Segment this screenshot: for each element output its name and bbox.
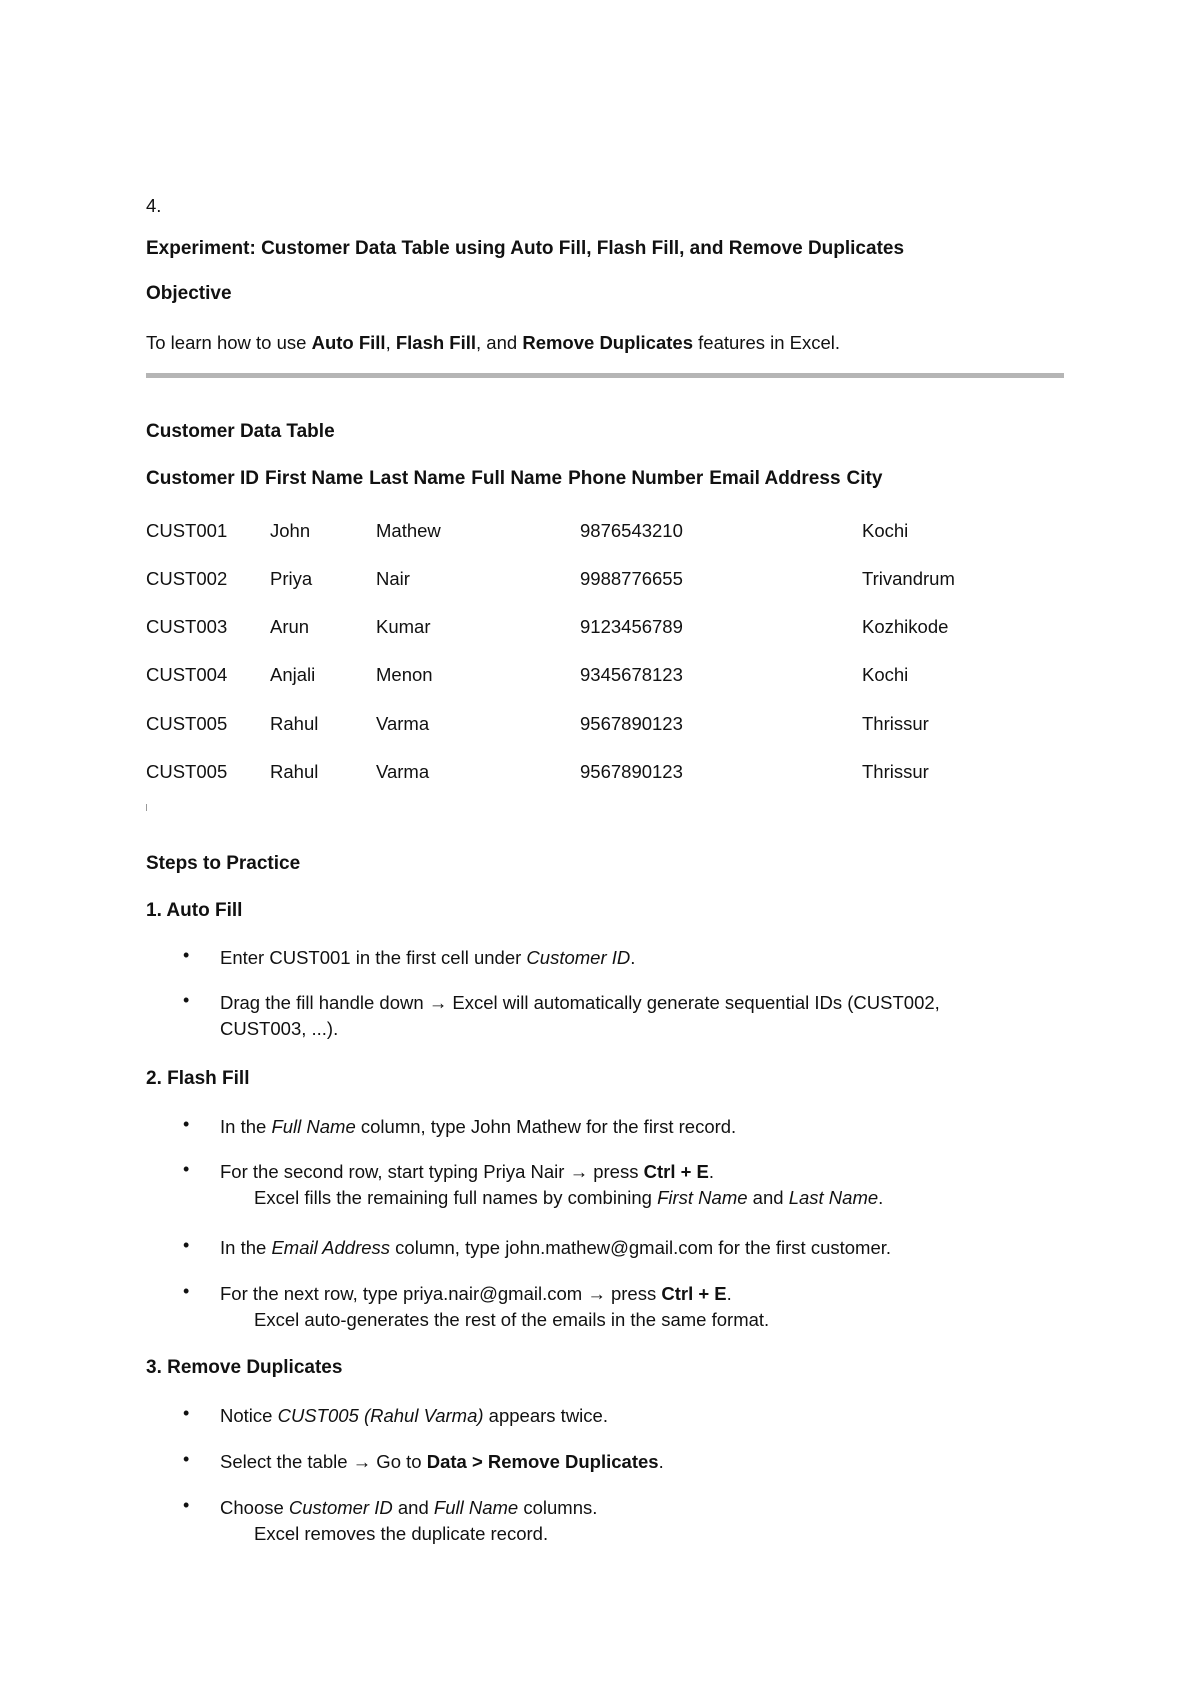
horizontal-divider [146, 373, 1064, 378]
auto-fill-step-1: Enter CUST001 in the first cell under Customer ID. [220, 947, 636, 968]
cell-city: Trivandrum [862, 568, 955, 589]
cell-last-name: Nair [376, 568, 410, 589]
header-phone-number: Phone Number [568, 468, 704, 489]
cell-customer-id: CUST003 [146, 616, 228, 637]
remove-duplicates-step-2: Select the table → Go to Data > Remove Duplicates. [220, 1451, 664, 1472]
cell-city: Kozhikode [862, 616, 949, 637]
header-last-name: Last Name [369, 468, 466, 489]
term-remove-duplicates: Remove Duplicates [522, 332, 694, 353]
objective-text: To learn how to use Auto Fill, Flash Fill, and Remove Duplicates features in Excel. [146, 332, 841, 353]
cursor-mark [146, 804, 147, 811]
table-header-row [146, 468, 882, 490]
cell-city: Thrissur [862, 761, 929, 782]
steps-heading: Steps to Practice [146, 853, 301, 874]
cell-customer-id: CUST004 [146, 664, 228, 685]
cell-first-name: Priya [270, 568, 313, 589]
header-city: City [846, 468, 883, 489]
cell-last-name: Mathew [376, 520, 441, 541]
header-customer-id: Customer ID [146, 468, 259, 489]
table-heading: Customer Data Table [146, 421, 335, 442]
bullet-icon: • [183, 1449, 190, 1469]
bullet-icon: • [183, 1159, 190, 1179]
bullet-icon: • [183, 945, 190, 965]
flash-fill-step-1: In the Full Name column, type John Mathew for the first record. [220, 1116, 737, 1137]
cell-customer-id: CUST001 [146, 520, 228, 541]
bullet-icon: • [183, 1495, 190, 1515]
remove-duplicates-step-1: Notice CUST005 (Rahul Varma) appears twice. [220, 1405, 608, 1426]
bullet-icon: • [183, 1281, 190, 1301]
auto-fill-heading: 1. Auto Fill [146, 900, 243, 921]
cell-first-name: Anjali [270, 664, 316, 685]
cell-phone-number: 9876543210 [580, 520, 683, 541]
cell-first-name: Rahul [270, 713, 319, 734]
cell-customer-id: CUST005 [146, 713, 228, 734]
cell-city: Kochi [862, 520, 909, 541]
auto-fill-step-2: Drag the fill handle down → Excel will automatically generate sequential IDs (CUST002, CUST003, ...). [220, 992, 940, 1039]
cell-phone-number: 9123456789 [580, 616, 683, 637]
term-flash-fill: Flash Fill [395, 332, 477, 353]
remove-duplicates-heading: 3. Remove Duplicates [146, 1357, 343, 1378]
header-first-name: First Name [264, 468, 364, 489]
cell-customer-id: CUST005 [146, 761, 228, 782]
cell-last-name: Varma [376, 713, 430, 734]
page-title: Experiment: Customer Data Table using Auto Fill, Flash Fill, and Remove Duplicates [146, 238, 905, 259]
objective-heading: Objective [146, 283, 232, 304]
header-email-address: Email Address [709, 468, 841, 489]
cell-city: Thrissur [862, 713, 929, 734]
cell-last-name: Kumar [376, 616, 431, 637]
remove-duplicates-step-3: Choose Customer ID and Full Name columns. Excel removes the duplicate record. [220, 1497, 598, 1544]
cell-customer-id: CUST002 [146, 568, 228, 589]
cell-phone-number: 9988776655 [580, 568, 683, 589]
flash-fill-step-4: For the next row, type priya.nair@gmail.com → press Ctrl + E. Excel auto-generates the rest of the emails in the same format. [220, 1283, 770, 1330]
header-full-name: Full Name [471, 468, 563, 489]
cell-last-name: Varma [376, 761, 430, 782]
bullet-icon: • [183, 1235, 190, 1255]
cell-phone-number: 9567890123 [580, 713, 683, 734]
cell-phone-number: 9567890123 [580, 761, 683, 782]
cell-first-name: Rahul [270, 761, 319, 782]
bullet-icon: • [183, 1403, 190, 1423]
bullet-icon: • [183, 990, 190, 1010]
cell-city: Kochi [862, 664, 909, 685]
flash-fill-step-3: In the Email Address column, type john.mathew@gmail.com for the first customer. [220, 1237, 892, 1258]
bullet-icon: • [183, 1114, 190, 1134]
cell-first-name: John [270, 520, 311, 541]
term-auto-fill: Auto Fill [311, 332, 386, 353]
flash-fill-step-2: For the second row, start typing Priya Nair → press Ctrl + E. Excel fills the remaining full names by combining First Name and Last Name. [220, 1161, 884, 1208]
cell-phone-number: 9345678123 [580, 664, 683, 685]
cell-first-name: Arun [270, 616, 310, 637]
cell-last-name: Menon [376, 664, 433, 685]
section-number: 4. [146, 195, 162, 216]
flash-fill-heading: 2. Flash Fill [146, 1068, 250, 1089]
